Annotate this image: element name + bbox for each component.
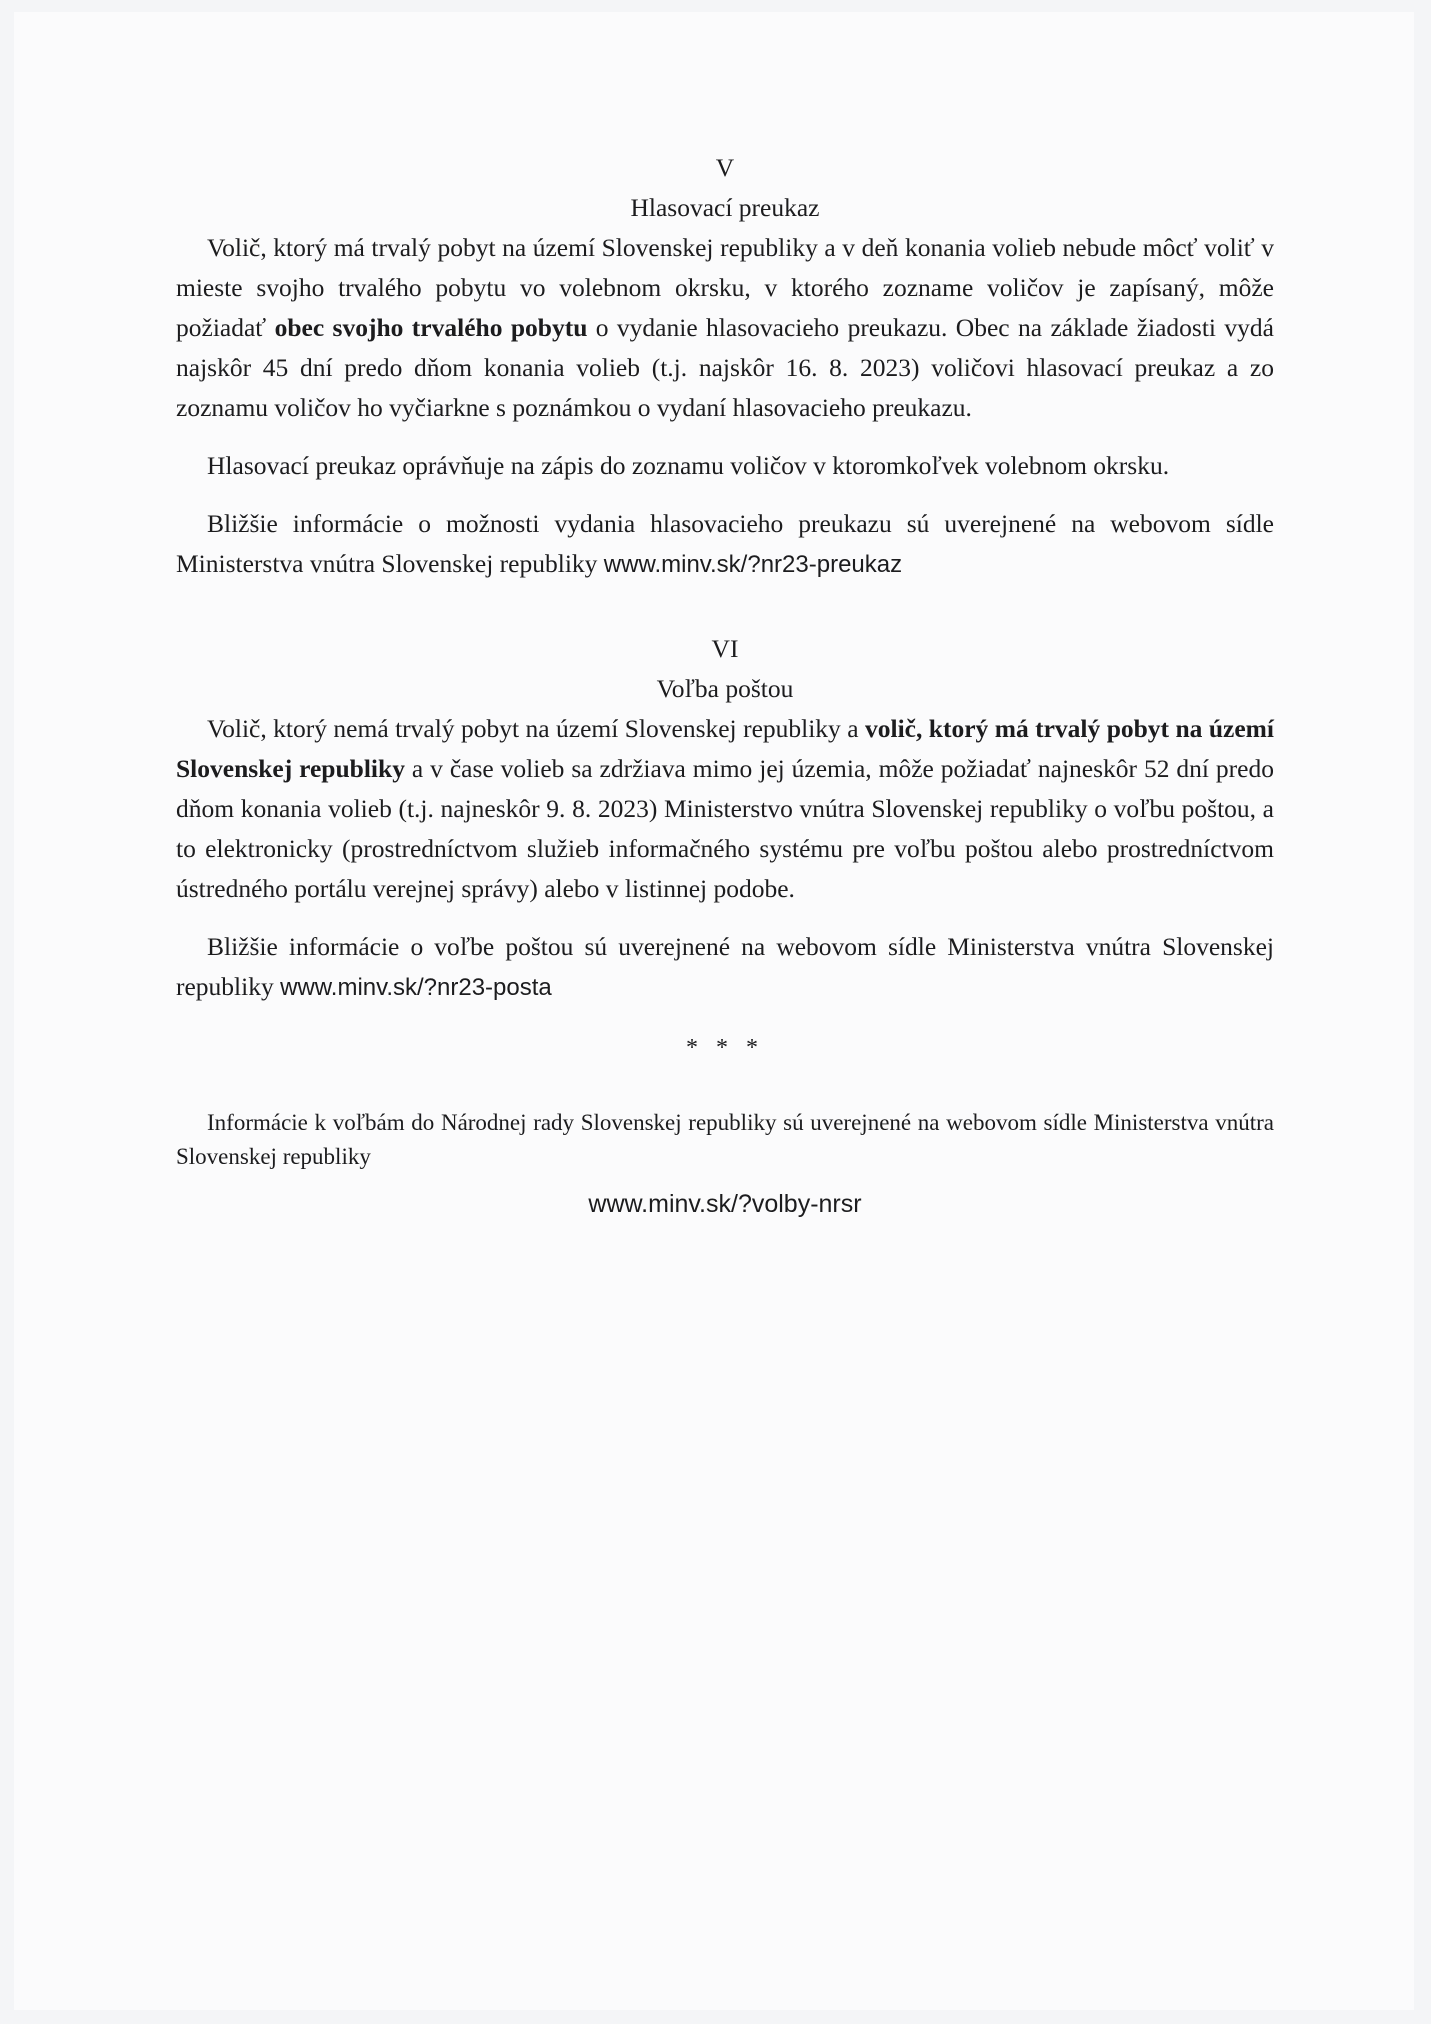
- preukaz-link[interactable]: www.minv.sk/?nr23-preukaz: [603, 551, 903, 578]
- section-postal-vote: [176, 629, 1274, 1008]
- section-number: V: [715, 153, 735, 182]
- document-body: [176, 148, 1274, 1224]
- section-number: VI: [711, 634, 739, 663]
- text-run: Volič, ktorý má trvalý pobyt na území Slovenskej republiky a v deň konania volieb nebude môcť voliť v mieste svojho trvalého pobytu vo volebnom okrsku, v ktorého zozname voličov je zapísaný, môže požiadať: [176, 233, 1274, 342]
- elections-link[interactable]: www.minv.sk/?volby-nrsr: [588, 1190, 862, 1218]
- document-page: [14, 12, 1414, 2010]
- section-title: Hlasovací preukaz: [630, 193, 820, 222]
- separator: * * *: [686, 1035, 764, 1061]
- text-run: Volič, ktorý nemá trvalý pobyt na území Slovenskej republiky a: [207, 714, 865, 743]
- section-voting-card: [176, 148, 1274, 585]
- paragraph: [176, 709, 1274, 909]
- text-run: Bližšie informácie o voľbe poštou sú uverejnené na webovom sídle Ministerstva vnútra Slovenskej republiky: [176, 932, 1274, 1001]
- paragraph: [176, 228, 1274, 428]
- text-run: o vydanie hlasovacieho preukazu. Obec na základe žiadosti vydá najskôr 45 dní predo dňom konania volieb (t.j. najskôr 16. 8. 2023) voličovi hlasovací preukaz a zo zoznamu voličov ho vyčiarkne s poznámkou o vydaní hlasovacieho preukazu.: [176, 313, 1274, 422]
- text-run: a v čase volieb sa zdržiava mimo jej územia, môže požiadať najneskôr 52 dní predo dňom konania volieb (t.j. najneskôr 9. 8. 2023) Ministerstvo vnútra Slovenskej republiky o voľbu poštou, a to elektronicky (prostredníctvom služieb informačného systému pre voľbu poštou alebo prostredníctvom ústredného portálu verejnej správy) alebo v listinnej podobe.: [176, 754, 1274, 903]
- text-run: Bližšie informácie o možnosti vydania hlasovacieho preukazu sú uverejnené na webovom sídle Ministerstva vnútra Slovenskej republiky: [176, 509, 1274, 578]
- paragraph: Hlasovací preukaz oprávňuje na zápis do zoznamu voličov v ktoromkoľvek volebnom okrsku.: [207, 451, 1170, 480]
- paragraph: [176, 504, 1274, 585]
- bold-text: volič, ktorý má trvalý pobyt na území Slovenskej republiky: [176, 714, 1274, 783]
- section-title: Voľba poštou: [656, 674, 794, 703]
- paragraph: [176, 927, 1274, 1008]
- bold-text: obec svojho trvalého pobytu: [274, 313, 588, 342]
- posta-link[interactable]: www.minv.sk/?nr23-posta: [280, 974, 552, 1001]
- info-paragraph: Informácie k voľbám do Národnej rady Slovenskej republiky sú uverejnené na webovom sídle Ministerstva vnútra Slovenskej republiky: [176, 1110, 1274, 1169]
